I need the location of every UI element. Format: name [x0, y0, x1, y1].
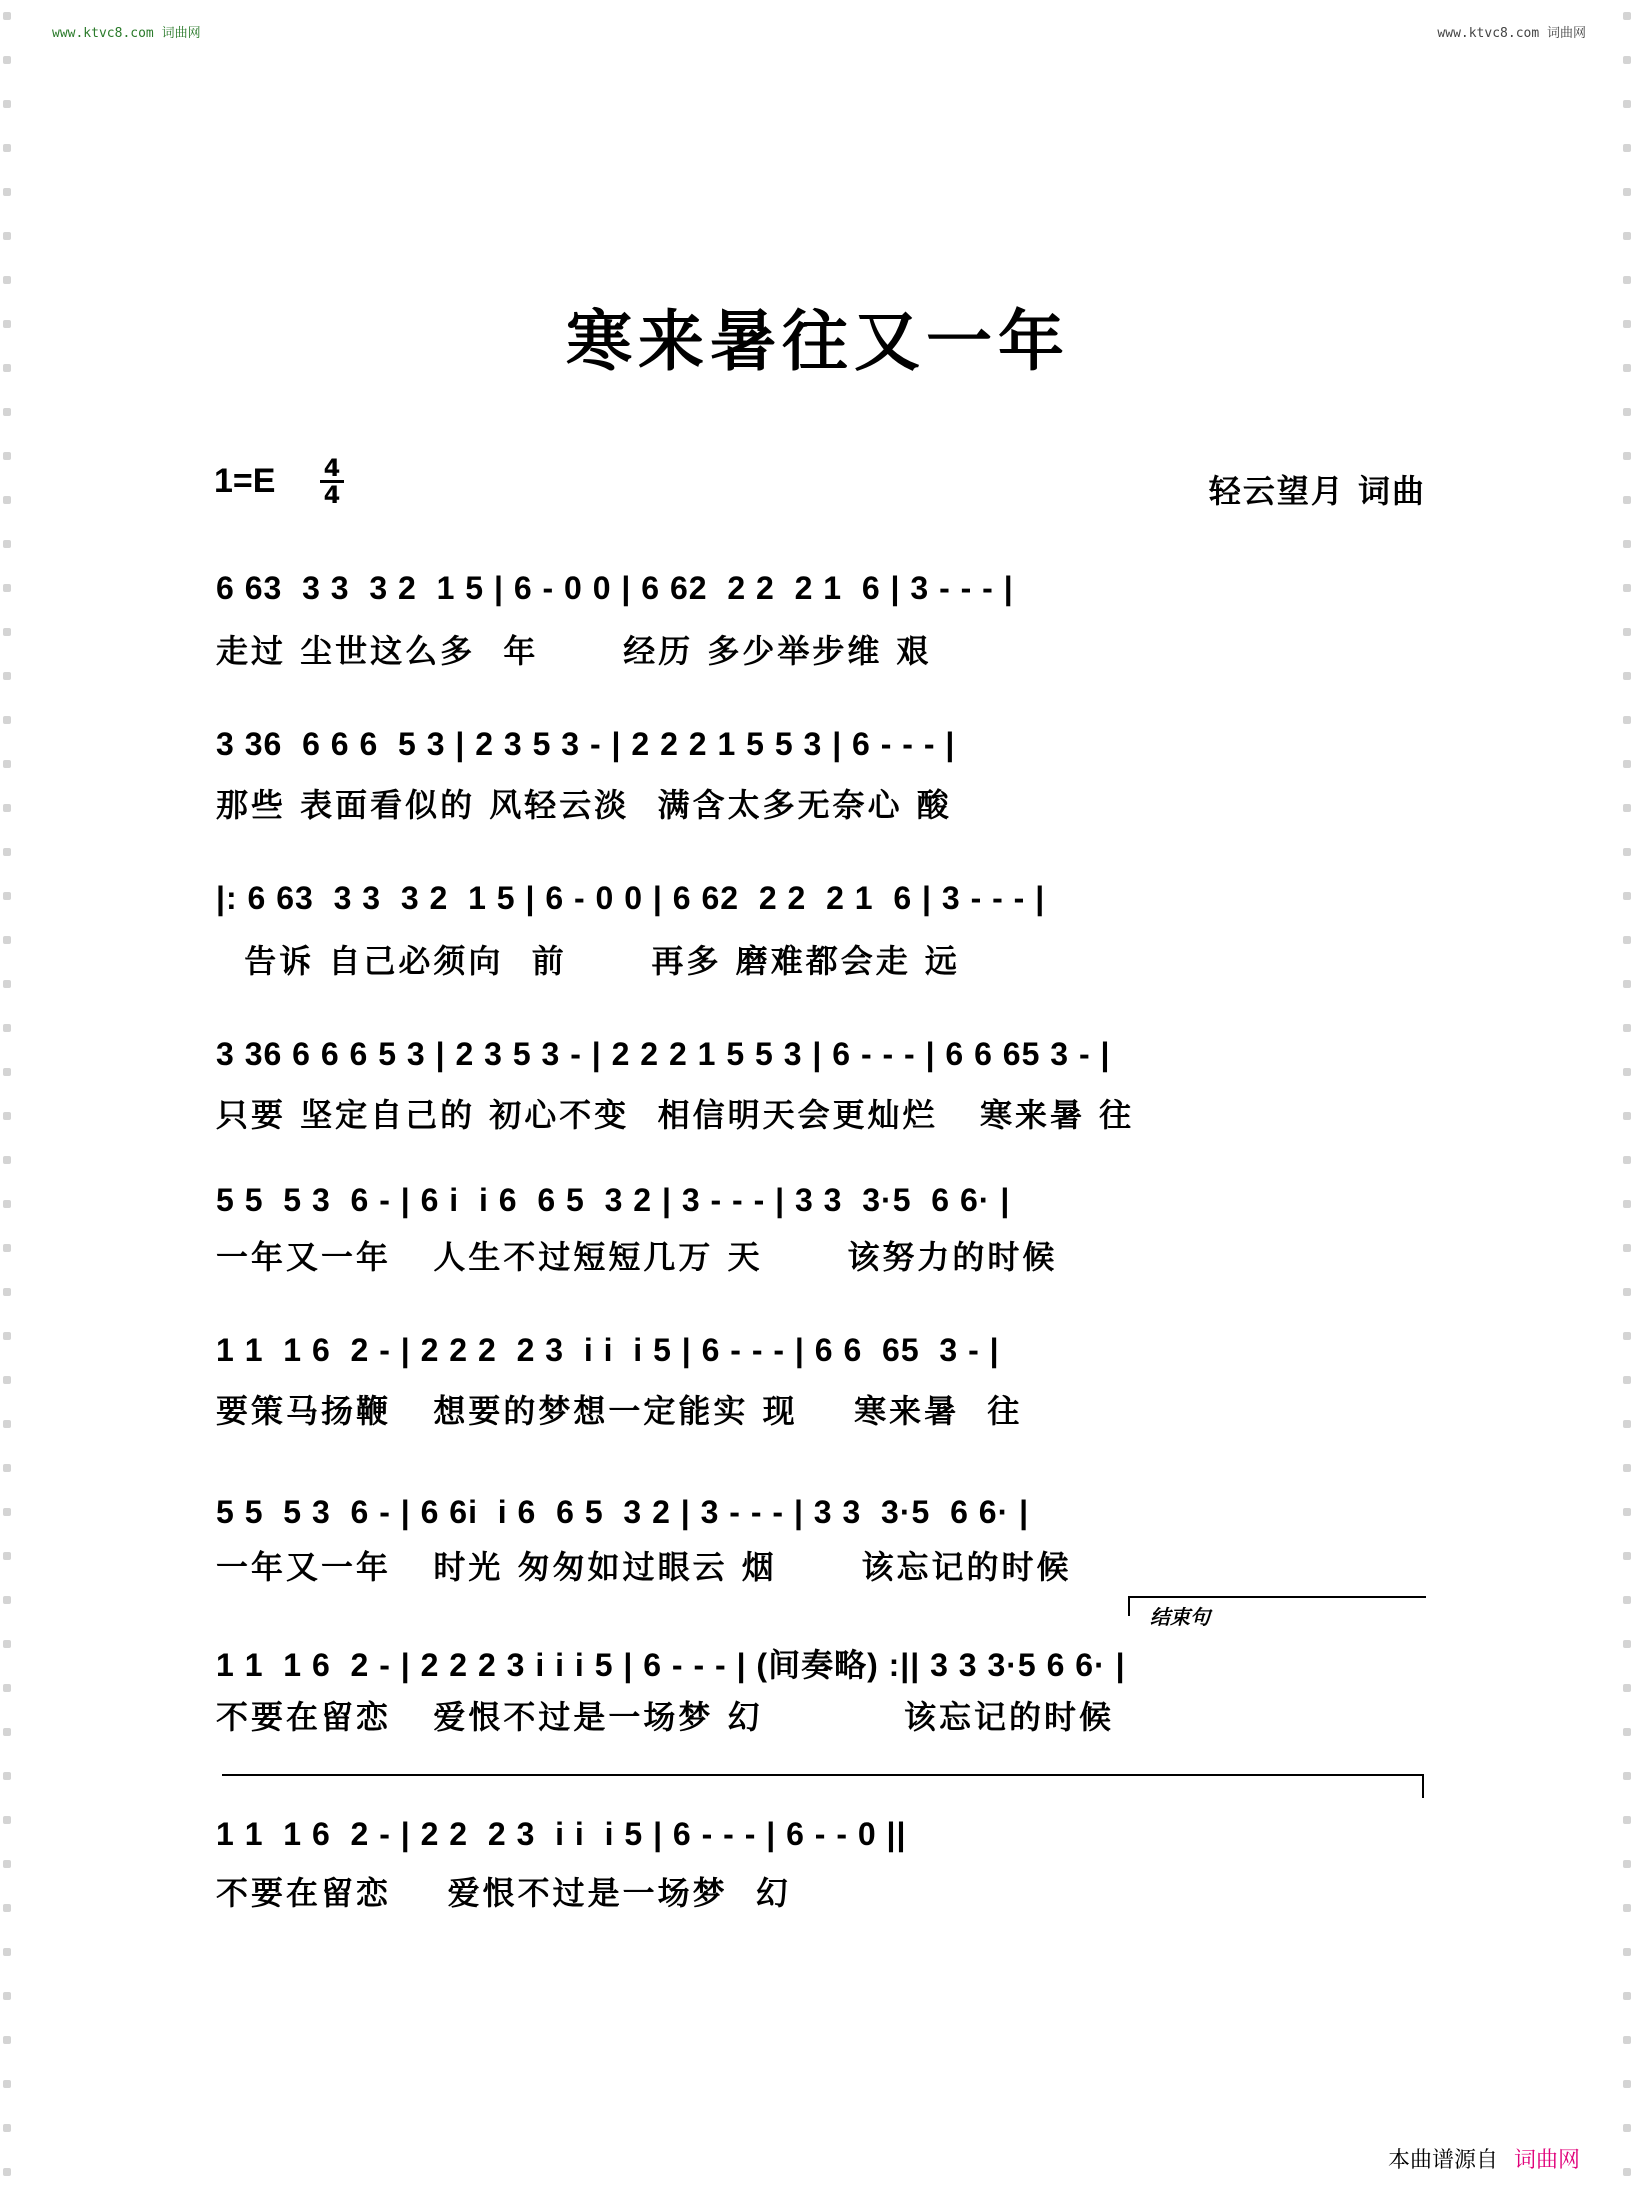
- author-credit: 轻云望月 词曲: [1208, 472, 1426, 510]
- watermark-dot: [3, 276, 11, 284]
- watermark-dot: [1623, 980, 1631, 988]
- watermark-dot: [3, 496, 11, 504]
- watermark-dot: [3, 232, 11, 240]
- watermark-dot: [1623, 1640, 1631, 1648]
- watermark-dot: [1623, 1552, 1631, 1560]
- footer-source: [1388, 2143, 1580, 2174]
- watermark-dot: [3, 1728, 11, 1736]
- watermark-dot: [3, 1640, 11, 1648]
- watermark-dot: [3, 452, 11, 460]
- watermark-dot: [1623, 936, 1631, 944]
- watermark-dot: [1623, 276, 1631, 284]
- notation-row-3: |: 6 63 3 3 3 2 1 5 | 6 - 0 0 | 6 62 2 2 2 1 6 | 3 - - - |: [216, 880, 1046, 916]
- watermark-dot: [3, 1068, 11, 1076]
- watermark-dot: [3, 1156, 11, 1164]
- lyric-row-9: 不要在留恋 爱恨不过是一场梦 幻: [216, 1874, 791, 1912]
- watermark-dot: [1623, 1112, 1631, 1120]
- watermark-dot: [3, 1552, 11, 1560]
- watermark-dot: [3, 540, 11, 548]
- footer-brand-link[interactable]: 词曲网: [1513, 2148, 1580, 2173]
- watermark-dot: [1623, 760, 1631, 768]
- watermark-dot: [1623, 1816, 1631, 1824]
- watermark-dot: [1623, 1332, 1631, 1340]
- notation-row-9: 1 1 1 6 2 - | 2 2 2 3 i i i 5 | 6 - - - | 6 - - 0 ||: [216, 1816, 907, 1852]
- time-signature-bottom: 4: [323, 481, 341, 509]
- notation-row-4: 3 36 6 6 6 5 3 | 2 3 5 3 - | 2 2 2 1 5 5 3 | 6 - - - | 6 6 65 3 - |: [216, 1036, 1111, 1072]
- second-ending-bracket: [222, 1774, 1424, 1798]
- footer-text: 本曲谱源自: [1387, 2148, 1498, 2173]
- watermark-dot: [1623, 540, 1631, 548]
- site-url-right: www.ktvc8.com 词曲网: [1437, 26, 1586, 41]
- watermark-dot: [3, 980, 11, 988]
- watermark-dot: [1623, 496, 1631, 504]
- watermark-dot: [3, 716, 11, 724]
- watermark-dot: [1623, 2036, 1631, 2044]
- watermark-dot: [3, 1684, 11, 1692]
- watermark-dot: [1623, 584, 1631, 592]
- lyric-row-3: 告诉 自己必须向 前 再多 磨难都会走 远: [216, 942, 960, 980]
- watermark-dot: [3, 12, 11, 20]
- watermark-dot: [1623, 1596, 1631, 1604]
- watermark-dot: [3, 1508, 11, 1516]
- watermark-dot: [1623, 672, 1631, 680]
- notation-row-7: 5 5 5 3 6 - | 6 6i i 6 6 5 3 2 | 3 - - - | 3 3 3·5 6 6· |: [216, 1494, 1030, 1530]
- watermark-dot: [1623, 12, 1631, 20]
- watermark-dot: [3, 56, 11, 64]
- watermark-dot: [3, 584, 11, 592]
- site-url-left: www.ktvc8.com 词曲网: [52, 26, 201, 41]
- watermark-dot: [1623, 1508, 1631, 1516]
- lyric-row-2: 那些 表面看似的 风轻云淡 满含太多无奈心 酸: [216, 786, 952, 824]
- watermark-dot: [1623, 1068, 1631, 1076]
- watermark-dot: [3, 672, 11, 680]
- notation-row-5: 5 5 5 3 6 - | 6 i i 6 6 5 3 2 | 3 - - - | 3 3 3·5 6 6· |: [216, 1182, 1011, 1218]
- watermark-dot: [3, 804, 11, 812]
- watermark-dot: [1623, 1244, 1631, 1252]
- watermark-dot: [1623, 1464, 1631, 1472]
- watermark-dot: [3, 1464, 11, 1472]
- watermark-dot: [1623, 1728, 1631, 1736]
- watermark-dot: [1623, 1904, 1631, 1912]
- notation-row-2: 3 36 6 6 6 5 3 | 2 3 5 3 - | 2 2 2 1 5 5 3 | 6 - - - |: [216, 726, 956, 762]
- watermark-dot: [3, 848, 11, 856]
- watermark-dot: [3, 1992, 11, 2000]
- watermark-dot: [1623, 408, 1631, 416]
- watermark-dot: [1623, 2124, 1631, 2132]
- watermark-dot: [1623, 2080, 1631, 2088]
- watermark-dot: [3, 144, 11, 152]
- lyric-row-5: 一年又一年 人生不过短短几万 天 该努力的时候: [216, 1238, 1058, 1276]
- watermark-dot: [3, 2124, 11, 2132]
- watermark-dot: [1623, 1376, 1631, 1384]
- watermark-dot: [1623, 1772, 1631, 1780]
- watermark-dot: [3, 628, 11, 636]
- lyric-row-6: 要策马扬鞭 想要的梦想一定能实 现 寒来暑 往: [216, 1392, 1023, 1430]
- watermark-dot: [3, 1112, 11, 1120]
- watermark-dot: [1623, 2168, 1631, 2176]
- watermark-dot: [1623, 716, 1631, 724]
- lyric-row-7: 一年又一年 时光 匆匆如过眼云 烟 该忘记的时候: [216, 1548, 1072, 1586]
- watermark-dot: [1623, 1420, 1631, 1428]
- watermark-dot: [3, 1596, 11, 1604]
- watermark-dot: [3, 1860, 11, 1868]
- watermark-dot: [1623, 1288, 1631, 1296]
- watermark-dot: [3, 1904, 11, 1912]
- watermark-dot: [1623, 1200, 1631, 1208]
- watermark-dot: [1623, 1860, 1631, 1868]
- watermark-dot: [1623, 628, 1631, 636]
- watermark-dot: [3, 760, 11, 768]
- watermark-dot: [3, 1244, 11, 1252]
- watermark-dot: [3, 1772, 11, 1780]
- watermark-dot: [3, 1332, 11, 1340]
- watermark-dot: [1623, 144, 1631, 152]
- lyric-row-1: 走过 尘世这么多 年 经历 多少举步维 艰: [216, 632, 932, 670]
- watermark-dot: [1623, 1992, 1631, 2000]
- watermark-dot: [3, 1288, 11, 1296]
- watermark-dot: [3, 1816, 11, 1824]
- song-title: 寒来暑往又一年: [566, 302, 1070, 380]
- watermark-dot: [3, 188, 11, 196]
- watermark-dot: [1623, 848, 1631, 856]
- notation-row-8: 1 1 1 6 2 - | 2 2 2 3 i i i 5 | 6 - - - | (间奏略) :|| 3 3 3·5 6 6· |: [216, 1647, 1126, 1683]
- watermark-dot: [3, 2168, 11, 2176]
- watermark-dot: [3, 2036, 11, 2044]
- watermark-dot: [3, 1420, 11, 1428]
- watermark-dot: [1623, 804, 1631, 812]
- notation-row-6: 1 1 1 6 2 - | 2 2 2 2 3 i i i 5 | 6 - - - | 6 6 65 3 - |: [216, 1332, 1000, 1368]
- watermark-dot: [1623, 232, 1631, 240]
- watermark-dot: [1623, 1024, 1631, 1032]
- watermark-dot: [3, 100, 11, 108]
- watermark-dot: [3, 892, 11, 900]
- watermark-dot: [1623, 452, 1631, 460]
- watermark-dot: [3, 1948, 11, 1956]
- watermark-dot: [3, 1024, 11, 1032]
- watermark-dot: [1623, 100, 1631, 108]
- lyric-row-4: 只要 坚定自己的 初心不变 相信明天会更灿烂 寒来暑 往: [216, 1096, 1135, 1134]
- time-signature: [318, 456, 346, 507]
- watermark-dot: [3, 936, 11, 944]
- watermark-dot: [3, 2080, 11, 2088]
- notation-row-1: 6 63 3 3 3 2 1 5 | 6 - 0 0 | 6 62 2 2 2 1 6 | 3 - - - |: [216, 570, 1014, 606]
- lyric-row-8: 不要在留恋 爱恨不过是一场梦 幻 该忘记的时候: [216, 1698, 1114, 1736]
- watermark-dot: [1623, 188, 1631, 196]
- watermark-dot: [1623, 892, 1631, 900]
- time-signature-top: 4: [323, 454, 341, 482]
- ending-label: 结束句: [1150, 1605, 1210, 1629]
- watermark-dot: [1623, 1156, 1631, 1164]
- watermark-dot: [3, 1200, 11, 1208]
- watermark-dot: [3, 1376, 11, 1384]
- watermark-dot: [1623, 1684, 1631, 1692]
- watermark-dot: [1623, 56, 1631, 64]
- watermark-dot: [1623, 1948, 1631, 1956]
- watermark-dot: [3, 408, 11, 416]
- key-signature: 1=E: [214, 462, 276, 500]
